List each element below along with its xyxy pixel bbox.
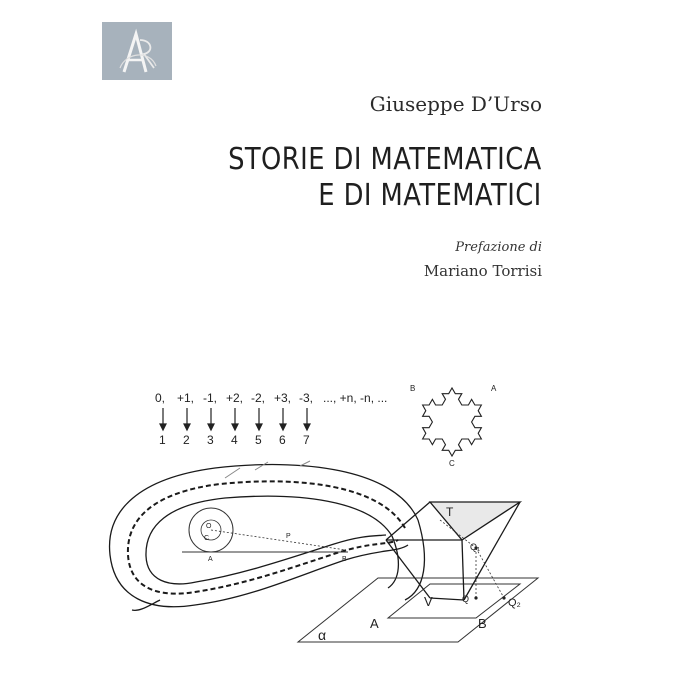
- seq-term: 0,: [155, 391, 166, 405]
- snowflake-label-b: B: [410, 384, 416, 393]
- prism-label-q: Q: [462, 594, 470, 604]
- cycloid-label-b: B: [342, 556, 347, 563]
- cycloid-label-p: P: [286, 533, 291, 540]
- prism-label-q2: Q₂: [508, 597, 521, 609]
- seq-index: 7: [303, 433, 310, 447]
- cycloid-label-o: O: [206, 523, 212, 530]
- prism-label-q1: Q₁: [470, 542, 481, 552]
- arrow-row: [160, 408, 310, 430]
- prism-label-v: V: [424, 594, 433, 609]
- seq-term: -2,: [251, 391, 266, 405]
- prism-label-t: T: [446, 505, 454, 519]
- title-line-2: E DI MATEMATICI: [318, 178, 542, 213]
- snowflake-label-c: C: [449, 459, 455, 468]
- koch-snowflake: [410, 384, 497, 468]
- seq-term: +1,: [177, 391, 195, 405]
- integer-sequence: [155, 391, 387, 447]
- seq-term: -3,: [299, 391, 314, 405]
- prism-label-alpha: α: [318, 627, 327, 643]
- cycloid-diagram: [182, 508, 348, 563]
- preface-label: Prefazione di: [455, 240, 542, 255]
- snowflake-outline: [423, 388, 482, 456]
- seq-index: 5: [255, 433, 262, 447]
- seq-index: 2: [183, 433, 190, 447]
- cycloid-label-c: C: [204, 535, 210, 542]
- seq-term: -1,: [203, 391, 218, 405]
- snowflake-label-a: A: [491, 384, 497, 393]
- seq-index: 1: [159, 433, 166, 447]
- prism-diagram: [298, 502, 538, 643]
- prism-label-b: B: [478, 616, 487, 631]
- author-name: Giuseppe D’Urso: [369, 92, 542, 116]
- seq-index: 3: [207, 433, 214, 447]
- title-line-1: STORIE DI MATEMATICA: [228, 142, 542, 177]
- preface-author: Mariano Torrisi: [423, 262, 542, 280]
- seq-index: 4: [231, 433, 238, 447]
- seq-term: ..., +n, -n, ...: [323, 391, 388, 405]
- twisted-band: [110, 461, 425, 610]
- cycloid-label-a: A: [208, 556, 213, 563]
- seq-term: +2,: [226, 391, 244, 405]
- seq-index: 6: [279, 433, 286, 447]
- seq-term: +3,: [274, 391, 292, 405]
- prism-label-a: A: [370, 616, 379, 631]
